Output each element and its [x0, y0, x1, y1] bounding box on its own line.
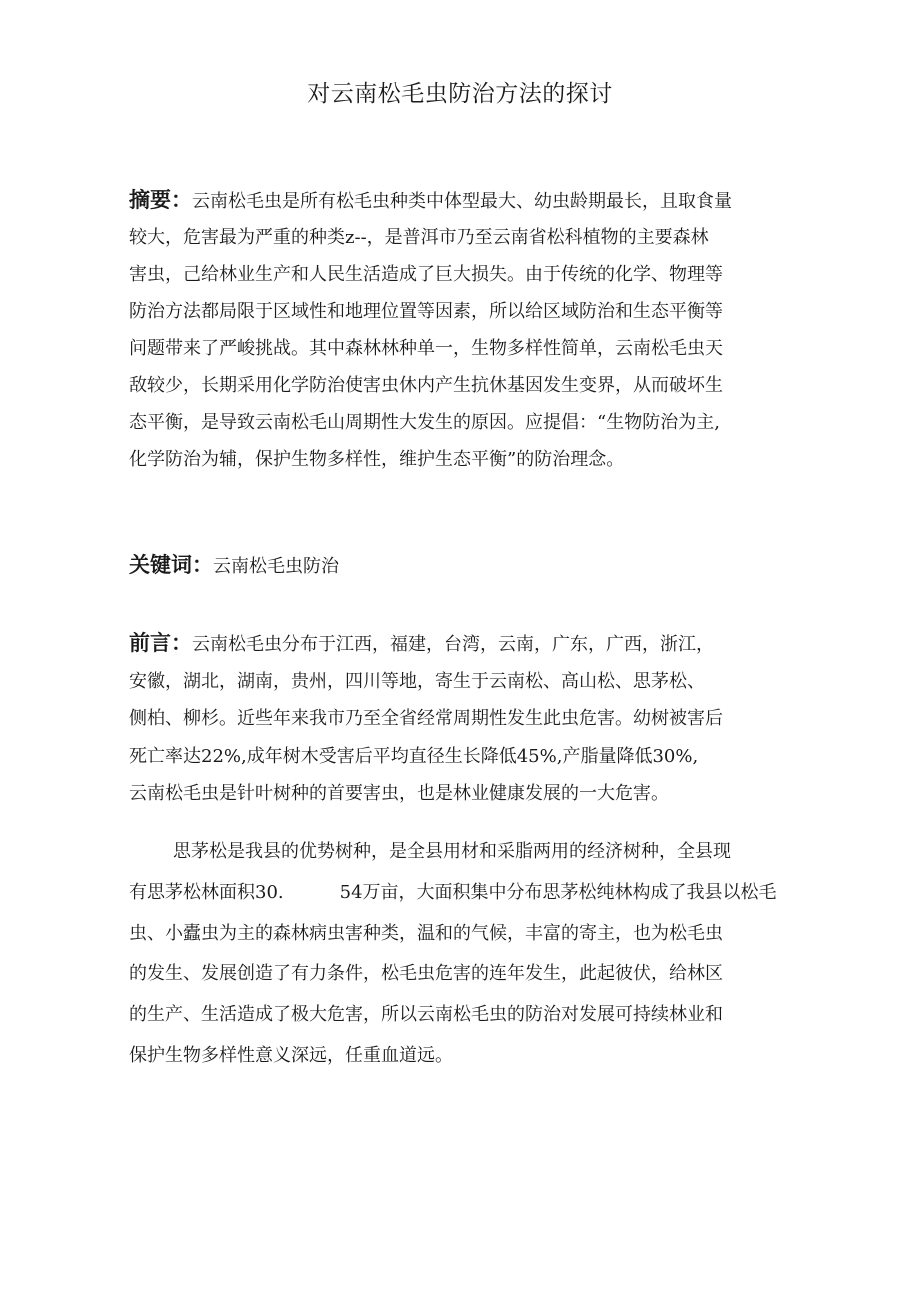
abstract-line: 态平衡，是导致云南松毛山周期性大发生的原因。应提倡：“生物防治为主, — [129, 412, 720, 433]
paragraph-text: 有思茅松林面积30. — [129, 881, 284, 903]
preface-line: 死亡率达22%,成年树木受害后平均直径生长降低45%,产脂量降低30%, — [129, 745, 699, 767]
preface-line: 云南松毛虫是针叶树种的首要害虫，也是林业健康发展的一大危害。 — [129, 783, 669, 805]
paragraph-2 — [129, 832, 829, 1077]
preface-text: 云南松毛虫分布于江西，福建，台湾，云南，广东，广西，浙江， — [192, 634, 714, 655]
abstract-line: 害虫，己给林业生产和人民生活造成了巨大损失。由于传统的化学、物理等 — [129, 264, 723, 285]
keywords-text: 云南松毛虫防治 — [213, 556, 339, 577]
keywords-section — [129, 545, 829, 585]
keywords-line — [129, 545, 829, 585]
abstract-line — [129, 182, 829, 219]
abstract-label: 摘要： — [129, 188, 192, 212]
abstract-line: 敌较少，长期采用化学防治使害虫休内产生抗休基因发生变界，从而破坏生 — [129, 375, 723, 396]
keywords-label: 关键词： — [129, 553, 213, 577]
abstract-line: 化学防治为辅，保护生物多样性，维护生态平衡”的防治理念。 — [129, 449, 625, 470]
abstract-section — [129, 182, 829, 478]
preface-line — [129, 625, 829, 663]
abstract-line: 较大，危害最为严重的种类z--，是普洱市乃至云南省松科植物的主要森林 — [129, 227, 709, 248]
document-title: 对云南松毛虫防治方法的探讨 — [307, 81, 613, 107]
paragraph-text: 54万亩，大面积集中分布思茅松纯林构成了我县以松毛 — [339, 881, 777, 903]
paragraph-line: 的发生、发展创造了有力条件，松毛虫危害的连年发生，此起彼伏，给林区 — [129, 963, 723, 985]
paragraph-line: 的生产、生活造成了极大危害，所以云南松毛虫的防治对发展可持续林业和 — [129, 1004, 723, 1026]
paragraph-line: 保护生物多样性意义深远，任重血道远。 — [129, 1044, 453, 1066]
abstract-line: 问题带来了严峻挑战。其中森林林种单一，生物多样性简单，云南松毛虫天 — [129, 338, 723, 359]
abstract-line: 防治方法都局限于区域性和地理位置等因素，所以给区域防治和生态平衡等 — [129, 301, 723, 322]
paragraph-line — [129, 873, 829, 914]
preface-section — [129, 625, 829, 813]
paragraph-line: 思茅松是我县的优势树种，是全县用材和采脂两用的经济树种，全县现 — [173, 841, 731, 862]
preface-line: 侧柏、柳杉。近些年来我市乃至全省经常周期性发生此虫危害。幼树被害后 — [129, 708, 723, 730]
abstract-text: 云南松毛虫是所有松毛虫种类中体型最大、幼虫龄期最长，且取食量 — [192, 191, 732, 212]
paragraph-line: 虫、小蠹虫为主的森林病虫害种类，温和的气候，丰富的寄主，也为松毛虫 — [129, 922, 723, 944]
preface-line: 安徽，湖北，湖南，贵州，四川等地，寄生于云南松、高山松、思茅松、 — [129, 670, 705, 692]
preface-label: 前言： — [129, 631, 192, 655]
